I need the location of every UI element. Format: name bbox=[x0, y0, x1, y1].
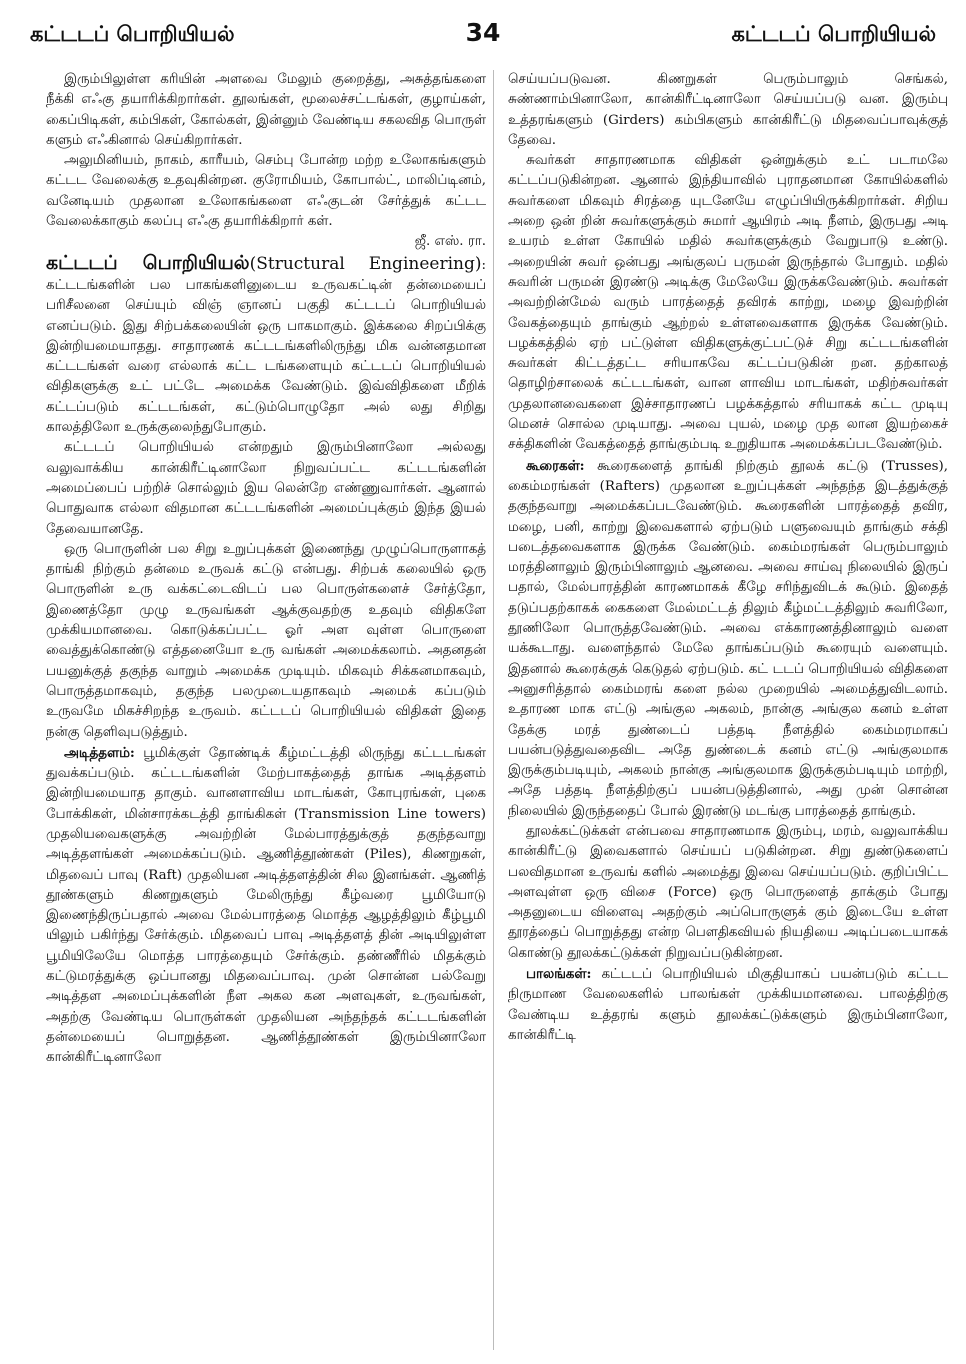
entry-paragraph bbox=[46, 253, 486, 439]
entry-title-english: (Structural Engineering) bbox=[249, 253, 482, 274]
paragraph: கட்டடப் பொறியியல் என்றதும் இரும்பினாலோ அல்லது வலுவாக்கிய கான்கிரீட்டினாலோ நிறுவப்பட்ட கட்டடங்களின் அமைப்பைப் பற்றிச் சொல்லும் இய லென்றே எண்ணுவார்கள். ஆனால் பொதுவாக எல்லா விதமான கட்டடங்களின் அமைப்புக்கும் இந்த இயல் தேவையானதே. bbox=[46, 440, 486, 537]
page-header bbox=[0, 0, 966, 62]
paragraph-walls: சுவர்கள் சாதாரணமாக விதிகள் ஒன்றுக்கும் உட் படாமலே கட்டப்படுகின்றன. ஆனால் இந்தியாவில் புராதனமான கோயில்களில் சுவர்களை மிகவும் சிரத்தை யுடனேயே எழுப்பியிருக்கிறார்கள். சிறிய அறை ஒன் றின் சுவர்களுக்கும் சுமார் ஆயிரம் அடி நீளம், இருபது அடி உயரம் உள்ள கோயில் மதில் சுவர்களுக்கும் வேறுபாடு உண்டு. அறையின் சுவர் ஒன்பது அங்குலப் பருமன் இருந்தால் போதும். மதில் சுவரின் பருமன் இரண்டு அடிக்கு மேலேயே இருக்கவேண்டும். சுவர்கள் அவற்றின்மேல் வரும் பாரத்தைத் தவிரக் காற்று, மழை இவற்றின் வேகத்தையும் தாங்கும் ஆற்றல் உள்ளவைகளாக இருக்க வேண்டும். பழக்கத்தில் ஏற் பட்டுள்ள விதிகளுக்குட்பட்டுச் சிறு கட்டடங்களின் சுவர்கள் கிட்டத்தட்ட சரியாகவே கட்டப்படுகின் றன. தற்காலத் தொழிற்சாலைக் கட்டடங்கள், வான ளாவிய மாடங்கள், மதிற்சுவர்கள் முதலானவைகளை இச்சாதாரணப் பழக்கத்தால் சரியாகக் கட்ட முடியு மெனச் சொல்ல முடியாது. அவை புயல், மழை முத லான இயற்கைச் சக்திகளின் வேகத்தைத் தாங்கும்படி உறுதியாக அமைக்கப்படவேண்டும். bbox=[508, 153, 948, 453]
paragraph-bridges bbox=[508, 964, 948, 1046]
column-divider bbox=[493, 70, 494, 1350]
paragraph-foundation bbox=[46, 743, 486, 1069]
author-signature: ஜீ. எஸ். ரா. bbox=[414, 234, 486, 250]
running-head-left: கட்டடப் பொறியியல் bbox=[30, 22, 235, 46]
paragraph-roofs bbox=[508, 456, 948, 822]
page-number: 34 bbox=[465, 18, 501, 47]
paragraph: செய்யப்படுவன. கிணறுகள் பெரும்பாலும் செங்கல், சுண்ணாம்பினாலோ, கான்கிரீட்டினாலோ செய்யப்படு வன. இரும்பு உத்தரங்களும் (Girders) கம்பிகளும் கான்கிரீட்டு மிதவைப்பாவுக்குத் தேவை. bbox=[508, 72, 948, 148]
entry-body: : கட்டடங்களின் பல பாகங்களினுடைய உருவகட்டின் தன்மையைப் பரிசீலனை செய்யும் விஞ் ஞானப் பகுதி கட்டடப் பொறியியல் எனப்படும். இது சிற்பக்கலையின் ஒரு பாகமாகும். இக்கலை சிறப்பிக்கு இன்றியமையாதது. சாதாரணக் கட்டடங்களிலிருந்து மிக வன்னதமான கட்டடங்கள் வரை எல்லாக் கட்ட டங்களையும் கட்டடப் பொறியியல் விதிகளுக்கு உட் பட்டே அமைக்க வேண்டும். இவ்விதிகளை மீறிக் கட்டப்படும் கட்டடங்கள், கட்டும்பொழுதோ அல் லது சிறிது காலத்திலோ உருக்குலைந்துபோகும். bbox=[46, 257, 486, 436]
entry-title: கட்டடப் பொறியியல் bbox=[46, 251, 250, 274]
subheading-roofs: கூரைகள்: bbox=[526, 457, 585, 474]
paragraph: ஒரு பொருளின் பல சிறு உறுப்புக்கள் இணைந்து முழுப்பொருளாகத் தாங்கி நிற்கும் தன்மை உருவக் கட்டு என்பது. சிற்பக் கலையில் ஒரு பொருளின் உரு வக்கட்டைவிடப் பல பொருள்களைச் சேர்த்தோ, இணைத்தோ முழு உருவங்கள் ஆக்குவதற்கு உதவும் விதிகளே முக்கியமானவை. கொடுக்கப்பட்ட ஓர் அள வுள்ள பொருளை வைத்துக்கொண்டு எத்தனையோ உரு வங்கள் அமைக்கலாம். அதனதன் பயனுக்குத் தகுந்த வாறும் அமைக்க முடியும். மிகவும் சிக்கனமாகவும், பொருத்தமாகவும், தகுந்த பலமுடையதாகவும் அமைக் கப்படும் உருவமே மிகச்சிறந்த உருவம். கட்டடப் பொறியியல் விதிகள் இதை நன்கு தெளிவுபடுத்தும். bbox=[46, 541, 486, 740]
paragraph-body: பூமிக்குள் தோண்டிக் கீழ்மட்டத்தி லிருந்து கட்டடங்கள் துவக்கப்படும். கட்டடங்களின் மேற்பாகத்தைத் தாங்க அடித்தளம் இன்றியமையாத தாகும். வானளாவிய மாடங்கள், கோபுரங்கள், புகை போக்கிகள், மின்சாரக்கடத்தி தாங்கிகள் (Transmission Line towers) முதலியவைகளுக்கு அவற்றின் மேல்பாரத்துக்குத் தகுந்தவாறு அடித்தளங்கள் அமைக்கப்படும். ஆணித்தூண்கள் (Piles), கிணறுகள், மிதவைப் பாவு (Raft) முதலியன அடித்தளத்தின் சில இனங்கள். ஆணித் தூண்களும் கிணறுகளும் மேலிருந்து கீழ்வரை பூமியோடு இணைந்திருப்பதால் அவை மேல்பாரத்தை மொத்த ஆழத்திலும் கீழ்பூமி யிலும் பகிர்ந்து சேர்க்கும். மிதவைப் பாவு அடித்தளத் தின் அடியிலுள்ள பூமியிலேயே மொத்த பாரத்தையும் சேர்க்கும். தண்ணீரில் மிதக்கும் கட்டுமரத்துக்கு ஒப்பானது மிதவைப்பாவு. முன் சொன்ன பல்வேறு அடித்தள அமைப்புக்களின் நீள அகல கன அளவுகள், உருவங்கள், அதற்கு வேண்டிய பொருள்கள் முதலியன அந்தந்தக் கட்டடங்களின் தன்மையைப் பொறுத்தன. ஆணித்தூண்கள் இரும்பினாலோ கான்கிரீட்டினாலோ bbox=[46, 745, 486, 1066]
paragraph-body: கூரைகளைத் தாங்கி நிற்கும் தூலக் கட்டு (Trusses), கைம்மரங்கள் (Rafters) முதலான உறுப்புக்கள் அந்தந்த இடத்துக்குத் தகுந்தவாறு அமைக்கப்படவேண்டும். கூரைகளின் பாரத்தைத் தவிர, மழை, பனி, காற்று இவைகளால் ஏற்படும் பளுவையும் தாங்கும் சக்தி படைத்தவைகளாக இருக்க வேண்டும். கைம்மரங்கள் பெரும்பாலும் மரத்தினாலும் இரும்பினாலும் ஆனவை. அவை சாய்வு நிலையில் இருப் பதால், மேல்பாரத்தின் காரணமாகக் கீழே சரிந்துவிடக் கூடும். இதைத் தடுப்பதற்காகக் கைகளை மேல்மட்டத் திலும் கீழ்மட்டத்திலும் சுவரிலோ, தூணிலோ பொருத்தவேண்டும். அவை எக்காரணத்தினாலும் வளை யக்கூடாது. வளைந்தால் மேலே தாங்கப்படும் கூரையும் வளையும். இதனால் கூரைக்குக் கெடுதல் ஏற்படும். கட் டடப் பொறியியல் விதிகளை அனுசரித்தால் கைம்மரங் களை நல்ல முறையில் அமைத்துவிடலாம். உதாரண மாக எட்டு அங்குல அகலம், நான்கு அங்குல கனம் உள்ள தேக்கு மரத் துண்டைப் பத்தடி நீளத்தில் கைம்மரமாகப் பயன்படுத்துவதைவிட அதே துண்டைக் கனம் எட்டு அங்குலமாக இருக்கும்படியும், அகலம் நான்கு அங்குலமாக இருக்கும்படியும் மாற்றி, அதே பத்தடி நீளத்திற்குப் பயன்படுத்தினால், அது முன் சொன்ன நிலையில் இருந்ததைப் போல் இரண்டு மடங்கு பாரத்தைத் தாங்கும். bbox=[508, 458, 948, 819]
running-head-right: கட்டடப் பொறியியல் bbox=[731, 22, 936, 46]
subheading-foundation: அடித்தளம்: bbox=[64, 744, 135, 761]
paragraph-body: கட்டடப் பொறியியல் மிகுதியாகப் பயன்படும் கட்டட நிருமாண வேலைகளில் பாலங்கள் முக்கியமானவை. பாலத்திற்கு வேண்டிய உத்தரங் களும் தூலக்கட்டுக்களும் இரும்பினாலோ, கான்கிரீட்டி bbox=[508, 967, 948, 1043]
paragraph: இரும்பிலுள்ள கரியின் அளவை மேலும் குறைத்து, அசுத்தங்களை நீக்கி எஃகு தயாரிக்கிறார்கள். தூலங்கள், மூலைச்சட்டங்கள், குழாய்கள், கைப்பிடிகள், கம்பிகள், கோல்கள், இன்னும் வேண்டிய சகலவித பொருள் களும் எஃகினால் செய்கிறார்கள். bbox=[46, 72, 486, 148]
right-column bbox=[508, 70, 948, 1355]
left-column bbox=[46, 70, 486, 1355]
subheading-bridges: பாலங்கள்: bbox=[526, 966, 592, 983]
paragraph: அலுமினியம், நாகம், காரீயம், செம்பு போன்ற மற்ற உலோகங்களும் கட்டட வேலைக்கு உதவுகின்றன. குரோமியம், கோபால்ட், மாலிப்டினம், வனேடியம் முதலான உலோகங்களை எஃகுடன் சேர்த்துக் கட்டட வேலைக்காகும் கலப்பு எஃகு தயாரிக்கிறார் கள். bbox=[46, 153, 486, 230]
paragraph-trusses: தூலக்கட்டுக்கள் என்பவை சாதாரணமாக இரும்பு, மரம், வலுவாக்கிய கான்கிரீட்டு இவைகளால் செய்யப் படுகின்றன. சிறு துண்டுகளைப் பலவிதமான உருவங் களில் அமைத்து இவை செய்யப்படும். குறிப்பிட்ட அளவுள்ள ஒரு விசை (Force) ஒரு பொருளைத் தாக்கும் போது அதனுடைய விளைவு அதற்கும் அப்பொருளுக் கும் இடையே உள்ள தூரத்தைப் பொறுத்தது என்ற பௌதிகவியல் நியதியை அடிப்படையாகக் கொண்டு தூலக்கட்டுக்கள் நிறுவப்படுகின்றன. bbox=[508, 823, 948, 961]
